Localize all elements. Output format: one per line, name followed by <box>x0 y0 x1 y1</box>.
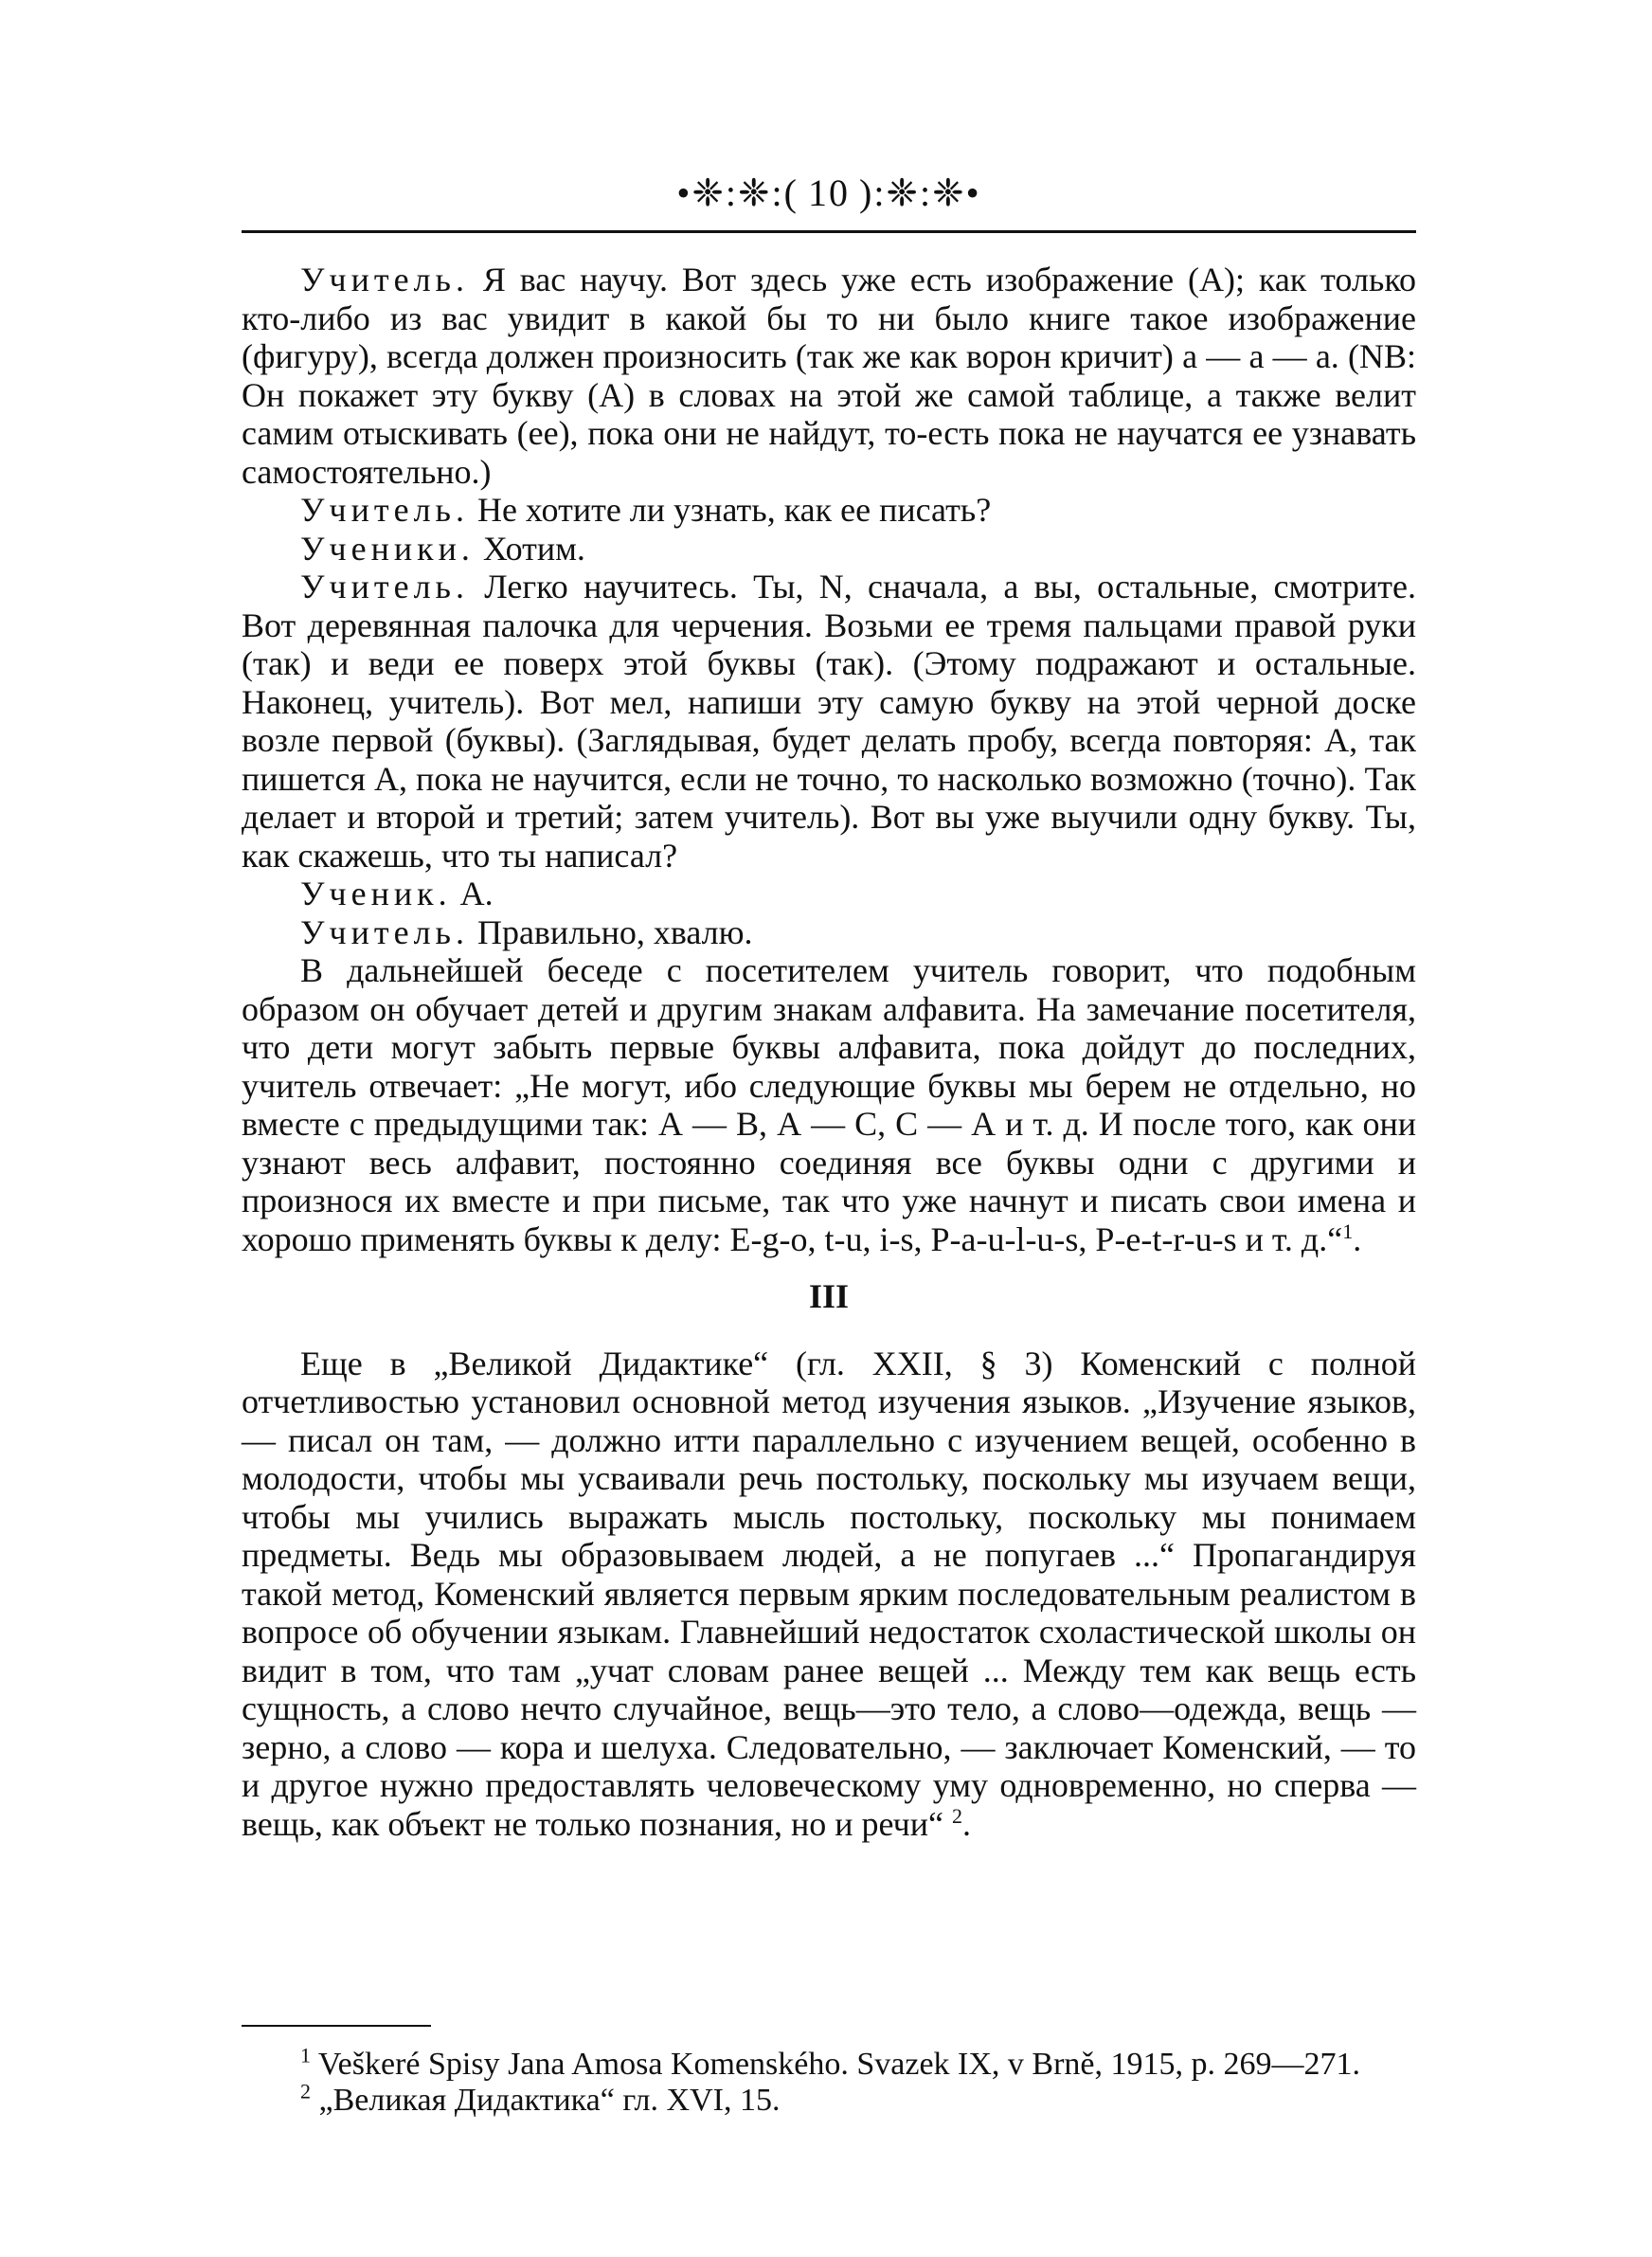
footnote <box>242 2079 1416 2119</box>
footnotes <box>242 2043 1416 2119</box>
speaker: Учитель. <box>300 491 469 529</box>
dialogue-text: Хотим. <box>474 529 585 568</box>
speaker: Учитель. <box>300 912 469 951</box>
main-text <box>242 261 1416 1843</box>
dialogue-text: Правильно, хвалю. <box>468 912 753 951</box>
page-number: 10 <box>808 172 850 214</box>
header-ornament-right: ):❈:❈• <box>859 172 981 214</box>
footnote-rule <box>242 2025 431 2027</box>
footnote-mark: 1 <box>300 2043 311 2067</box>
dialogue-line <box>242 530 1416 569</box>
footnote <box>242 2043 1416 2083</box>
dialogue-line <box>242 568 1416 875</box>
dialogue-line <box>242 491 1416 530</box>
footnote-mark: 2 <box>300 2079 311 2104</box>
dialogue-text: А. <box>451 875 494 912</box>
section-number: III <box>808 1277 850 1315</box>
page-header <box>242 171 1416 215</box>
dialogue-line <box>242 261 1416 491</box>
footnote-ref: 1 <box>1342 1219 1354 1243</box>
paragraph-text: Еще в „Великой Дидактике“ (гл. XXII, § 3) Коменский с полной отчетливостью установил основной метод изучения языков. „Изучение языков, — писал он там, — должно итти параллельно с изучением вещей, особенно в молодости, чтобы мы усваивали речь постольку, поскольку мы изучаем вещи, чтобы мы учились выражать мысль постольку, поскольку мы понимаем предметы. Ведь мы образовываем людей, а не попугаев ...“ Пропагандируя такой метод, Коменский является первым ярким последовательным реалистом в вопросе об обучении языкам. Главнейший недостаток схоластической школы он видит в том, что там „учат словам ранее вещей ... Между тем как вещь есть сущность, а слово нечто случайное, вещь—это тело, а слово—одежда, вещь — зерно, а слово — кора и шелуха. Следовательно, — заключает Коменский, — то и другое нужно предоставлять человеческому уму одновременно, но сперва — вещь, как объект не только познания, но и речи“ <box>242 1344 1416 1843</box>
speaker: Учитель. <box>300 261 469 298</box>
dialogue-text: Легко научитесь. Ты, N, сначала, а вы, остальные, смотрите. Вот деревянная палочка для черчения. Возьми ее тремя пальцами правой руки (так) и веди ее поверх этой буквы (так). (Этому подражают и остальные. Наконец, учитель). Вот мел, напиши эту самую букву на этой черной доске возле первой (буквы). (Заглядывая, будет делать пробу, всегда повторяя: А, так пишется А, пока не научится, если не точно, то насколько возможно (точно). Так делает и второй и третий; затем учитель). Вот вы уже выучили одну букву. Ты, как скажешь, что ты написал? <box>242 568 1416 875</box>
speaker: Учитель. <box>300 568 469 605</box>
dialogue-line <box>242 913 1416 952</box>
paragraph-text: В дальнейшей беседе с посетителем учитель говорит, что подобным образом он обучает детей и другим знакам алфавита. На замечание посетителя, что дети могут забыть первые буквы алфавита, пока дойдут до последних, учитель отвечает: „Не могут, ибо следующие буквы мы берем не отдельно, но вместе с предыдущими так: А — В, А — С, С — А и т. д. И после того, как они узнают весь алфавит, постоянно соединяя все буквы одни с другими и произнося их вместе и при письме, так что уже начнут и писать свои имена и хорошо применять буквы к делу: E-g-o, t-u, i-s, P-a-u-l-u-s, P-e-t-r-u-s и т. д.“ <box>242 951 1416 1258</box>
dialogue-text: Я вас научу. Вот здесь уже есть изображение (А); как только кто-либо из вас увидит в какой бы то ни было книге такое изображение (фигуру), всегда должен произносить (так же как ворон кричит) а — а — а. (NB: Он покажет эту букву (А) в словах на этой же самой таблице, а также велит самим отыскивать (ее), пока они не найдут, то-есть пока не научатся ее узнавать самостоятельно.) <box>242 261 1416 491</box>
footnote-ref: 2 <box>951 1803 962 1828</box>
paragraph-didactic: Еще в „Великой Дидактике“ (гл. XXII, § 3) Коменский с полной отчетливостью установил основной метод изучения языков. „Изучение языков, — писал он там, — должно итти параллельно с изучением вещей, особенно в молодости, чтобы мы усваивали речь постольку, поскольку мы изучаем вещи, чтобы мы учились выражать мысль постольку, поскольку мы понимаем предметы. Ведь мы образовываем людей, а не попугаев ...“ Пропагандируя такой метод, Коменский является первым ярким последовательным реалистом в вопросе об обучении языкам. Главнейший недостаток схоластической школы он видит в том, что там „учат словам ранее вещей ... Между тем как вещь есть сущность, а слово нечто случайное, вещь—это тело, а слово—одежда, вещь — зерно, а слово — кора и шелуха. Следовательно, — заключает Коменский, — то и другое нужно предоставлять человеческому уму одновременно, но сперва — вещь, как объект не только познания, но и речи“ $^2$. <box>242 1344 1416 1843</box>
paragraph-visitor: В дальнейшей беседе с посетителем учитель говорит, что подобным образом он обучает детей и другим знакам алфавита. На замечание посетителя, что дети могут забыть первые буквы алфавита, пока дойдут до последних, учитель отвечает: „Не могут, ибо следующие буквы мы берем не отдельно, но вместе с предыдущими так: А — В, А — С, С — А и т. д. И после того, как они узнают весь алфавит, постоянно соединяя все буквы одни с другими и произнося их вместе и при письме, так что уже начнут и писать свои имена и хорошо применять буквы к делу: E-g-o, t-u, i-s, P-a-u-l-u-s, P-e-t-r-u-s и т. д.“$^1$. <box>242 951 1416 1258</box>
speaker: Ученики. <box>300 529 475 568</box>
footnote-text: „Великая Дидактика“ гл. XVI, 15. <box>311 2083 781 2118</box>
header-rule <box>242 230 1416 233</box>
dialogue-line <box>242 875 1416 913</box>
footnote-text: Veškeré Spisy Jana Amosa Komenského. Svazek IX, v Brně, 1915, p. 269—271. <box>311 2047 1361 2082</box>
header-ornament-left: •❈:❈:( <box>676 172 799 214</box>
speaker: Ученик. <box>300 875 452 912</box>
dialogue-text: Не хотите ли узнать, как ее писать? <box>468 491 992 529</box>
